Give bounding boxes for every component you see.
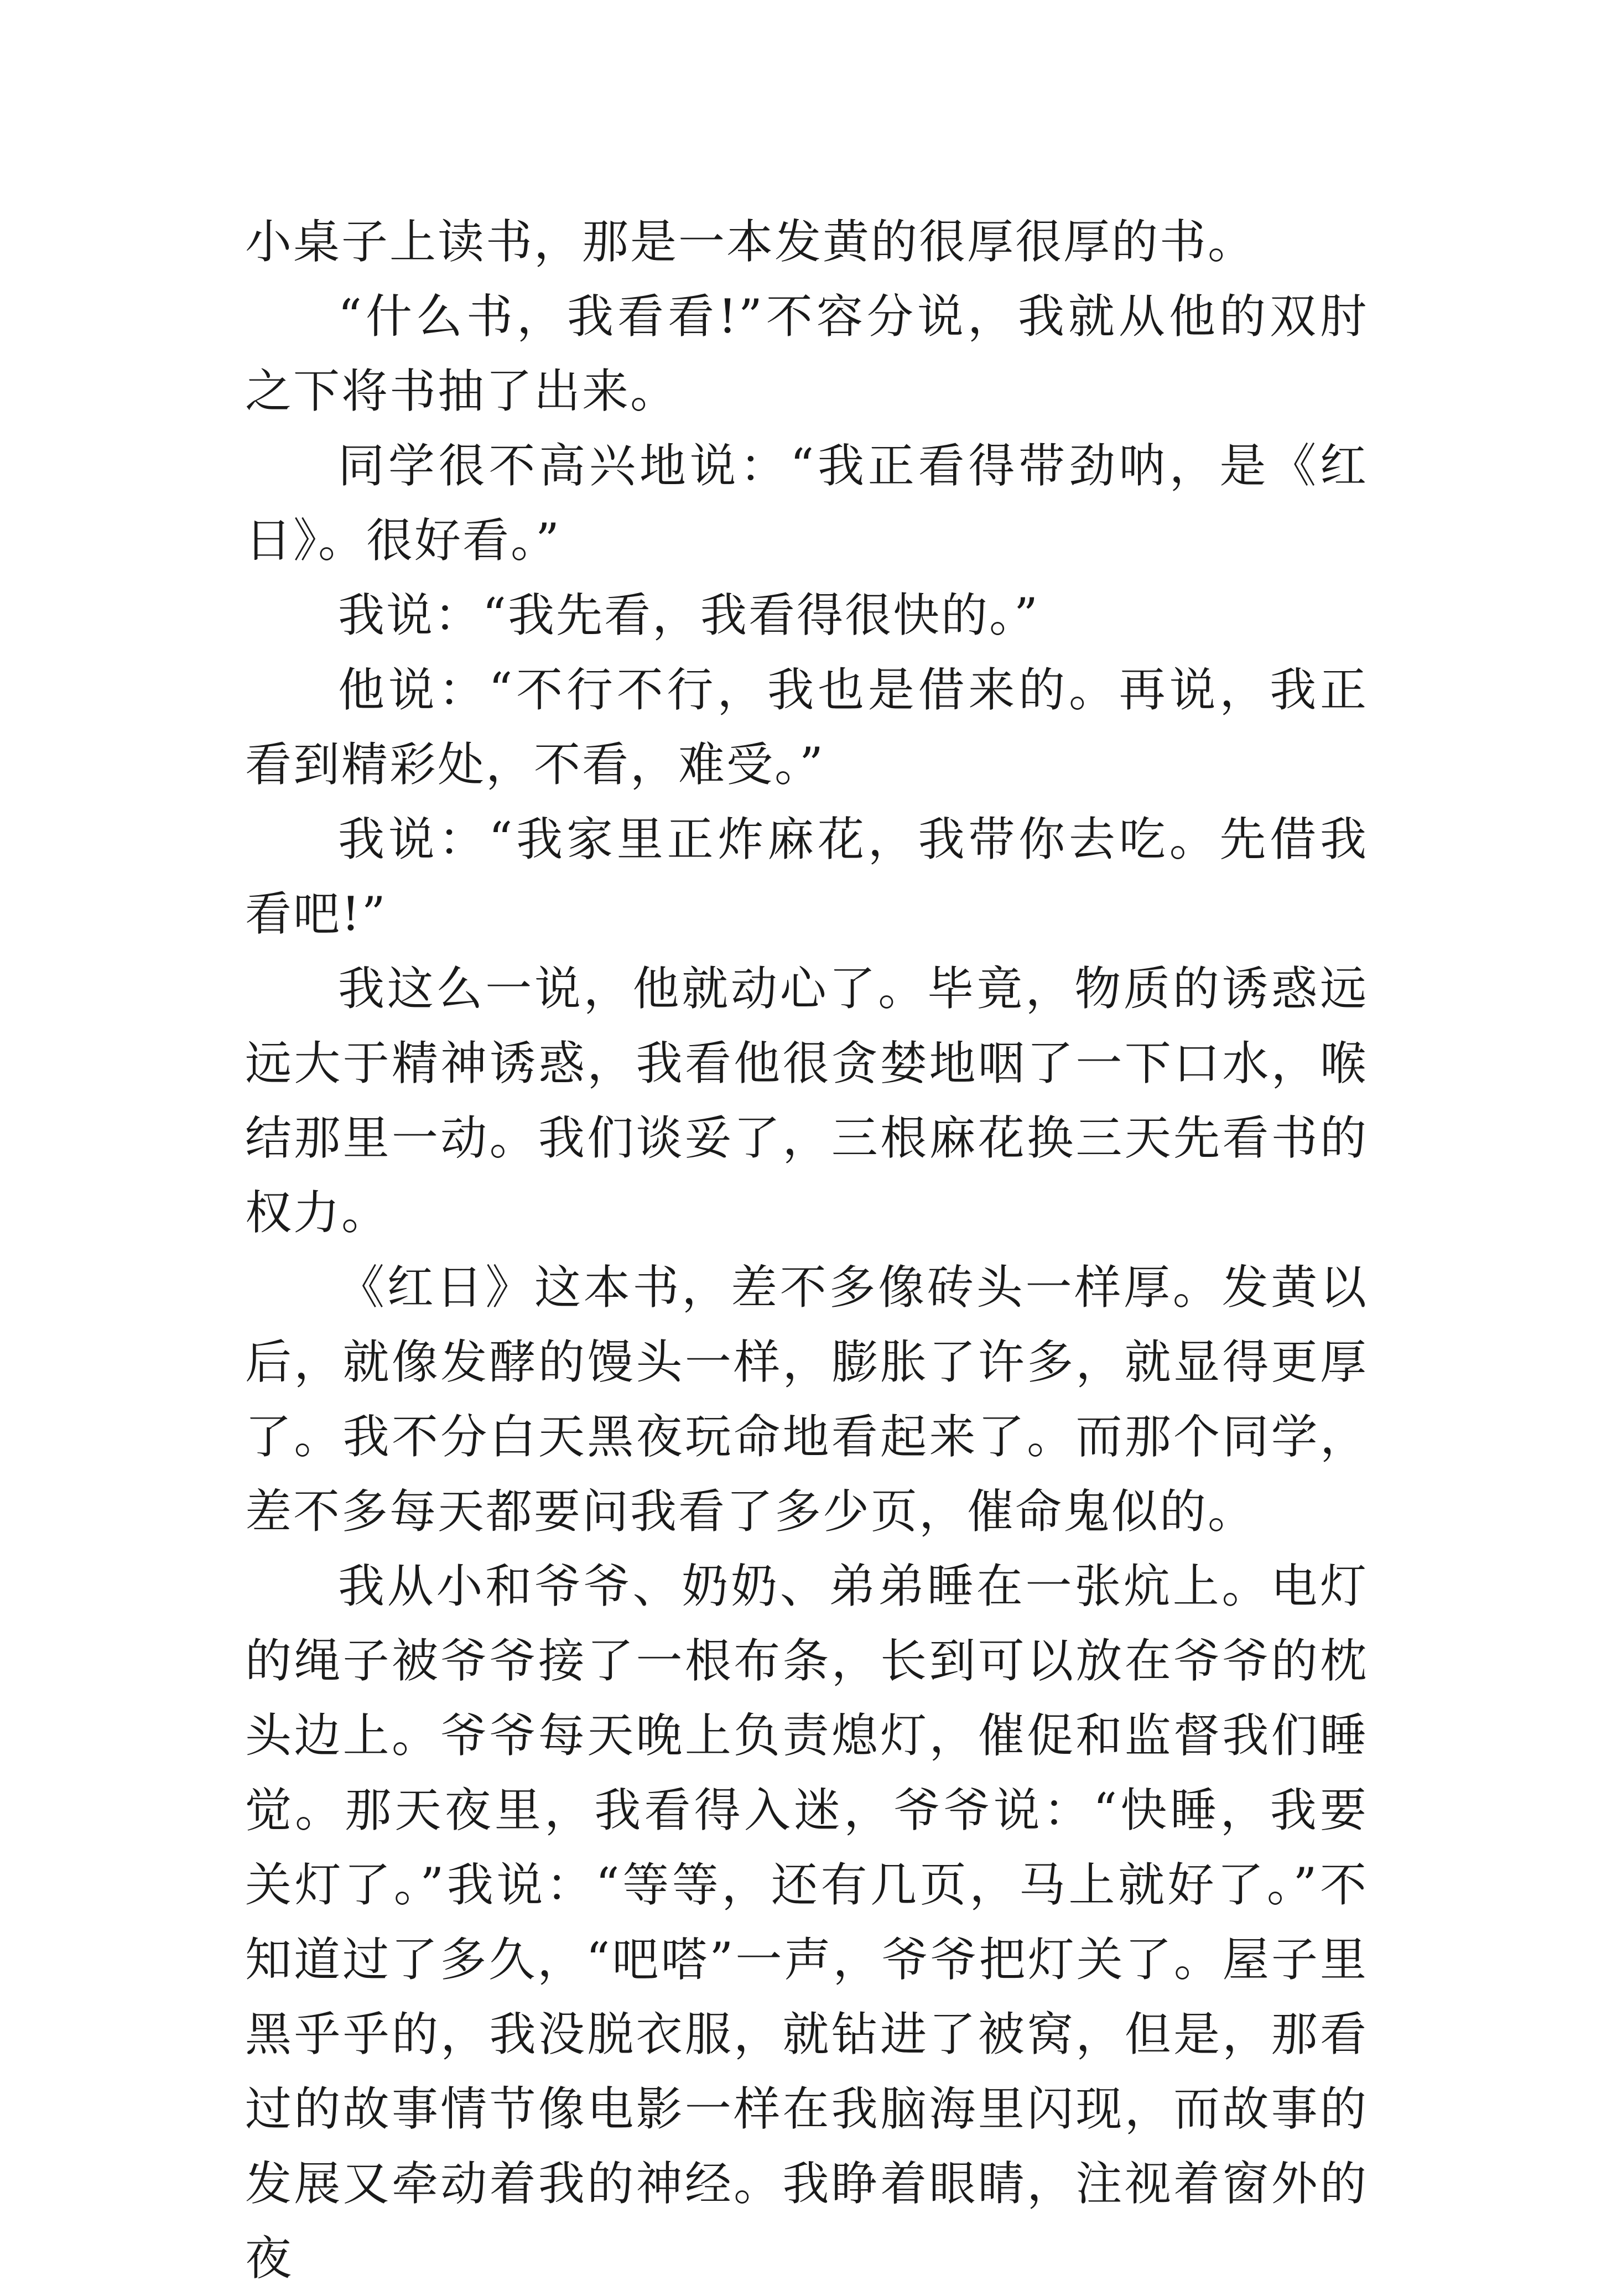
document-body	[245, 205, 1368, 2296]
paragraph-1: 小桌子上读书，那是一本发黄的很厚很厚的书。	[245, 215, 1256, 269]
paragraph-4: 我说：“我先看，我看得很快的。”	[338, 588, 1039, 642]
paragraph-7: 我这么一说，他就动心了。毕竟，物质的诱惑远远大于精神诱惑，我看他很贪婪地咽了一下口水，喉结那里一动。我们谈妥了，三根麻花换三天先看书的权力。	[245, 962, 1368, 1240]
paragraph-3: 同学很不高兴地说：“我正看得带劲呐，是《红日》。很好看。”	[245, 439, 1368, 568]
paragraph-5: 他说：“不行不行，我也是借来的。再说，我正看到精彩处，不看，难受。”	[245, 663, 1368, 792]
paragraph-6: 我说：“我家里正炸麻花，我带你去吃。先借我看吧!”	[245, 812, 1368, 941]
paragraph-2: “什么书，我看看!”不容分说，我就从他的双肘之下将书抽了出来。	[245, 289, 1368, 418]
paragraph-9: 我从小和爷爷、奶奶、弟弟睡在一张炕上。电灯的绳子被爷爷接了一根布条，长到可以放在爷爷的枕头边上。爷爷每天晚上负责熄灯，催促和监督我们睡觉。那天夜里，我看得入迷，爷爷说：“快睡，我要关灯了。”我说：“等等，还有几页，马上就好了。”不知道过了多久，“吧嗒”一声，爷爷把灯关了。屋子里黑乎乎的，我没脱衣服，就钻进了被窝，但是，那看过的故事情节像电影一样在我脑海里闪现，而故事的发展又牵动着我的神经。我睁着眼睛，注视着窗外的夜	[245, 1559, 1368, 2285]
paragraph-8: 《红日》这本书，差不多像砖头一样厚。发黄以后，就像发酵的馒头一样，膨胀了许多，就显得更厚了。我不分白天黑夜玩命地看起来了。而那个同学，差不多每天都要问我看了多少页，催命鬼似的。	[245, 1260, 1368, 1539]
